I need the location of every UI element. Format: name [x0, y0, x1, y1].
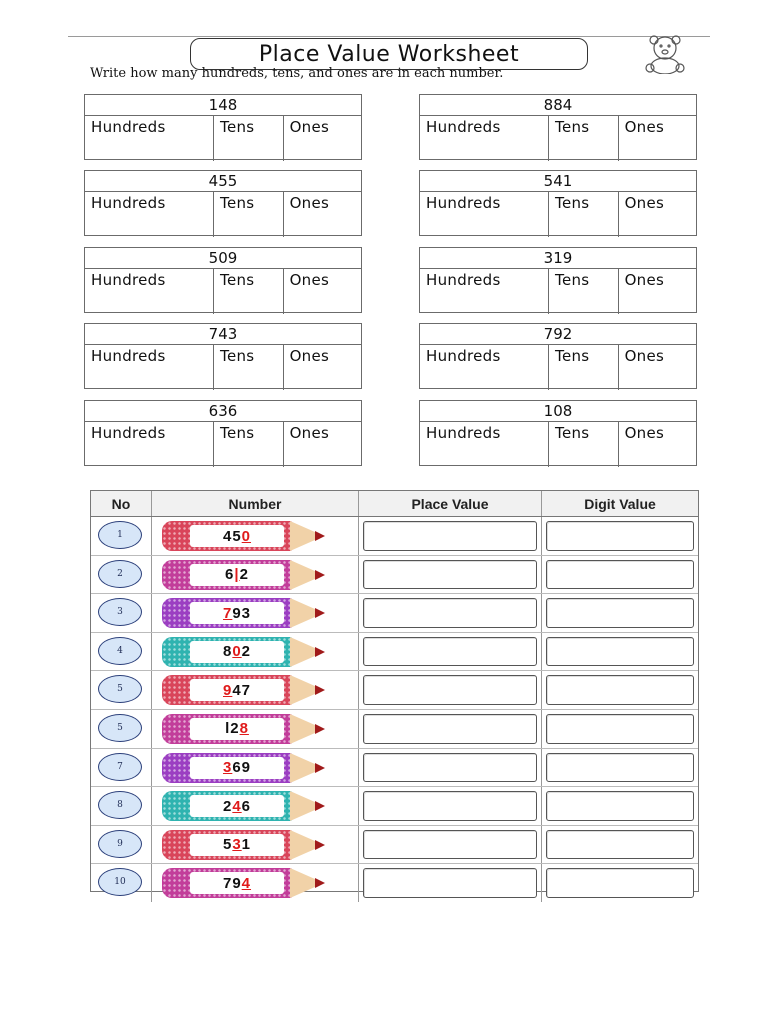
place-value-table: [84, 247, 362, 313]
table-row: [91, 517, 698, 556]
hundreds-cell[interactable]: Hundreds: [420, 192, 549, 237]
place-value-cell: [359, 517, 542, 555]
digits-after: 1: [241, 836, 252, 854]
table-number: 792: [420, 324, 696, 345]
no-cell: [91, 826, 152, 864]
number-cell: [152, 556, 359, 594]
place-value-answer-box[interactable]: [363, 791, 537, 821]
no-cell: [91, 671, 152, 709]
place-value-answer-box[interactable]: [363, 675, 537, 705]
digit-value-answer-box[interactable]: [546, 521, 694, 551]
highlighted-digit: 0: [241, 527, 252, 545]
table-row: [91, 594, 698, 633]
ones-cell[interactable]: Ones: [624, 424, 665, 442]
pencil-icon: [162, 560, 334, 590]
table-row: [91, 556, 698, 595]
tens-cell[interactable]: Tens: [549, 116, 619, 161]
table-columns: [85, 422, 361, 467]
digits-after: 93: [232, 604, 252, 622]
number-cell: [152, 826, 359, 864]
row-number-badge: 7: [98, 753, 142, 781]
digits-before: 8: [222, 643, 233, 661]
place-value-answer-box[interactable]: [363, 637, 537, 667]
place-value-cell: [359, 633, 542, 671]
row-number-badge: 2: [98, 560, 142, 588]
number-cell: [152, 594, 359, 632]
hundreds-cell[interactable]: Hundreds: [85, 269, 214, 314]
pencil-tip: [315, 801, 325, 811]
digit-value-cell: [542, 517, 698, 555]
pencil-icon: [162, 598, 334, 628]
table-number: 743: [85, 324, 361, 345]
number-label: [190, 757, 284, 779]
pencil-icon: [162, 637, 334, 667]
pencil-icon: [162, 753, 334, 783]
no-cell: [91, 556, 152, 594]
digit-value-answer-box[interactable]: [546, 868, 694, 898]
place-value-table: [84, 400, 362, 466]
table-columns: [420, 422, 696, 467]
row-number-badge: 5: [98, 675, 142, 703]
pencil-icon: [162, 521, 334, 551]
ones-cell[interactable]: Ones: [289, 271, 330, 289]
digit-value-cell: [542, 594, 698, 632]
ones-cell[interactable]: Ones: [624, 347, 665, 365]
table-columns: [85, 192, 361, 237]
place-value-cell: [359, 826, 542, 864]
table-row: [91, 787, 698, 826]
table-columns: [420, 192, 696, 237]
hundreds-cell[interactable]: Hundreds: [420, 269, 549, 314]
digit-value-answer-box[interactable]: [546, 830, 694, 860]
pencil-icon: [162, 868, 334, 898]
number-label: [190, 718, 284, 740]
digit-value-answer-box[interactable]: [546, 675, 694, 705]
place-value-answer-box[interactable]: [363, 521, 537, 551]
number-label: [190, 641, 284, 663]
pencil-tip: [315, 878, 325, 888]
table-row: [91, 710, 698, 749]
digits-after: 6: [241, 797, 252, 815]
number-cell: [152, 864, 359, 902]
digits-before: 5: [222, 836, 233, 854]
place-value-cell: [359, 556, 542, 594]
row-number-badge: 5: [98, 714, 142, 742]
digit-value-answer-box[interactable]: [546, 753, 694, 783]
hundreds-cell[interactable]: Hundreds: [420, 422, 549, 467]
row-number-badge: 3: [98, 598, 142, 626]
ones-cell[interactable]: Ones: [289, 118, 330, 136]
pencil-tip: [315, 840, 325, 850]
row-number-badge: 9: [98, 830, 142, 858]
pencil-tip: [315, 685, 325, 695]
digits-after: 2: [241, 643, 252, 661]
header-number: Number: [152, 491, 359, 516]
tens-cell[interactable]: Tens: [214, 269, 284, 314]
pencil-icon: [162, 830, 334, 860]
digit-value-cell: [542, 864, 698, 902]
digit-value-answer-box[interactable]: [546, 598, 694, 628]
hundreds-cell[interactable]: Hundreds: [85, 345, 214, 390]
tens-cell[interactable]: Tens: [549, 422, 619, 467]
number-cell: [152, 671, 359, 709]
hundreds-cell[interactable]: Hundreds: [420, 345, 549, 390]
number-label: [190, 834, 284, 856]
digits-before: 79: [222, 874, 242, 892]
digit-value-cell: [542, 556, 698, 594]
number-label: [190, 564, 284, 586]
table-columns: [85, 116, 361, 161]
no-cell: [91, 787, 152, 825]
number-cell: [152, 749, 359, 787]
number-cell: [152, 633, 359, 671]
digits-after: 69: [232, 759, 252, 777]
ones-cell[interactable]: Ones: [624, 118, 665, 136]
place-value-cell: [359, 671, 542, 709]
place-value-answer-box[interactable]: [363, 560, 537, 590]
row-number-badge: 4: [98, 637, 142, 665]
pencil-tip: [315, 763, 325, 773]
top-rule: [68, 36, 710, 37]
number-label: [190, 679, 284, 701]
tens-cell[interactable]: Tens: [214, 422, 284, 467]
hundreds-cell[interactable]: Hundreds: [85, 422, 214, 467]
place-value-table: [419, 170, 697, 236]
place-value-answer-box[interactable]: [363, 753, 537, 783]
place-value-answer-box[interactable]: [363, 868, 537, 898]
table-number: 148: [85, 95, 361, 116]
digits-after: 47: [232, 681, 252, 699]
number-label: [190, 602, 284, 624]
pencil-icon: [162, 714, 334, 744]
hundreds-cell[interactable]: Hundreds: [85, 192, 214, 237]
place-value-table: [419, 323, 697, 389]
pencil-tip: [315, 647, 325, 657]
place-value-table: [84, 94, 362, 160]
table-number: 636: [85, 401, 361, 422]
table-columns: [85, 345, 361, 390]
number-cell: [152, 787, 359, 825]
ones-cell[interactable]: Ones: [289, 194, 330, 212]
place-value-table: [419, 94, 697, 160]
highlighted-digit: |: [234, 566, 240, 584]
tens-cell[interactable]: Tens: [214, 192, 284, 237]
place-value-answer-box[interactable]: [363, 598, 537, 628]
highlighted-digit: 4: [232, 797, 242, 815]
number-label: [190, 525, 284, 547]
row-number-badge: 10: [98, 868, 142, 896]
place-value-answer-box[interactable]: [363, 714, 537, 744]
tens-cell[interactable]: Tens: [214, 345, 284, 390]
tens-cell[interactable]: Tens: [549, 192, 619, 237]
table-columns: [420, 269, 696, 314]
table-row: [91, 749, 698, 788]
highlighted-digit: 4: [241, 874, 252, 892]
table-columns: [85, 269, 361, 314]
pencil-tip: [315, 531, 325, 541]
number-label: [190, 872, 284, 894]
no-cell: [91, 517, 152, 555]
table-columns: [420, 116, 696, 161]
pencil-icon: [162, 675, 334, 705]
digit-value-table: [90, 490, 699, 892]
no-cell: [91, 749, 152, 787]
table-header: [91, 491, 698, 517]
row-number-badge: 8: [98, 791, 142, 819]
header-place-value: Place Value: [359, 491, 542, 516]
pencil-tip: [315, 570, 325, 580]
table-number: 509: [85, 248, 361, 269]
no-cell: [91, 633, 152, 671]
hundreds-cell[interactable]: Hundreds: [85, 116, 214, 161]
highlighted-digit: 0: [232, 643, 242, 661]
pencil-tip: [315, 724, 325, 734]
place-value-table: [84, 170, 362, 236]
place-value-table: [419, 247, 697, 313]
digit-value-answer-box[interactable]: [546, 637, 694, 667]
digit-value-answer-box[interactable]: [546, 560, 694, 590]
table-number: 108: [420, 401, 696, 422]
pencil-icon: [162, 791, 334, 821]
table-number: 319: [420, 248, 696, 269]
highlighted-digit: 3: [232, 836, 242, 854]
place-value-cell: [359, 864, 542, 902]
number-cell: [152, 710, 359, 748]
table-row: [91, 826, 698, 865]
no-cell: [91, 594, 152, 632]
place-value-cell: [359, 594, 542, 632]
ones-cell[interactable]: Ones: [624, 194, 665, 212]
number-cell: [152, 517, 359, 555]
table-columns: [420, 345, 696, 390]
highlighted-digit: 9: [222, 681, 233, 699]
table-row: [91, 671, 698, 710]
digit-value-cell: [542, 749, 698, 787]
hundreds-cell[interactable]: Hundreds: [420, 116, 549, 161]
place-value-cell: [359, 787, 542, 825]
digits-before: 2: [222, 797, 233, 815]
table-row: [91, 633, 698, 672]
ones-cell[interactable]: Ones: [624, 271, 665, 289]
digit-value-cell: [542, 787, 698, 825]
place-value-answer-box[interactable]: [363, 830, 537, 860]
digit-value-cell: [542, 826, 698, 864]
digit-value-cell: [542, 710, 698, 748]
tens-cell[interactable]: Tens: [214, 116, 284, 161]
no-cell: [91, 710, 152, 748]
table-number: 884: [420, 95, 696, 116]
header-digit-value: Digit Value: [584, 495, 656, 512]
table-row: [91, 864, 698, 902]
header-no: No: [91, 491, 152, 516]
tens-cell[interactable]: Tens: [549, 269, 619, 314]
place-value-table: [84, 323, 362, 389]
title-text: Place Value Worksheet: [258, 41, 520, 67]
table-number: 541: [420, 171, 696, 192]
digit-value-answer-box[interactable]: [546, 791, 694, 821]
row-number-badge: 1: [98, 521, 142, 549]
digit-value-cell: [542, 633, 698, 671]
tens-cell[interactable]: Tens: [549, 345, 619, 390]
table-body: [91, 517, 698, 902]
highlighted-digit: 3: [222, 759, 233, 777]
place-value-table: [419, 400, 697, 466]
instructions: Write how many hundreds, tens, and ones are in each number.: [90, 66, 504, 81]
number-label: [190, 795, 284, 817]
digits-after: 2: [239, 566, 249, 584]
digits-before: 45: [222, 527, 242, 545]
ones-cell[interactable]: Ones: [289, 424, 330, 442]
place-value-cell: [359, 749, 542, 787]
highlighted-digit: 8: [239, 720, 249, 738]
digits-before: 6: [225, 566, 235, 584]
table-number: 455: [85, 171, 361, 192]
digits-before: l2: [225, 720, 240, 738]
ones-cell[interactable]: Ones: [289, 347, 330, 365]
highlighted-digit: 7: [222, 604, 233, 622]
digit-value-cell: [542, 671, 698, 709]
pencil-tip: [315, 608, 325, 618]
digit-value-answer-box[interactable]: [546, 714, 694, 744]
place-value-cell: [359, 710, 542, 748]
no-cell: [91, 864, 152, 902]
